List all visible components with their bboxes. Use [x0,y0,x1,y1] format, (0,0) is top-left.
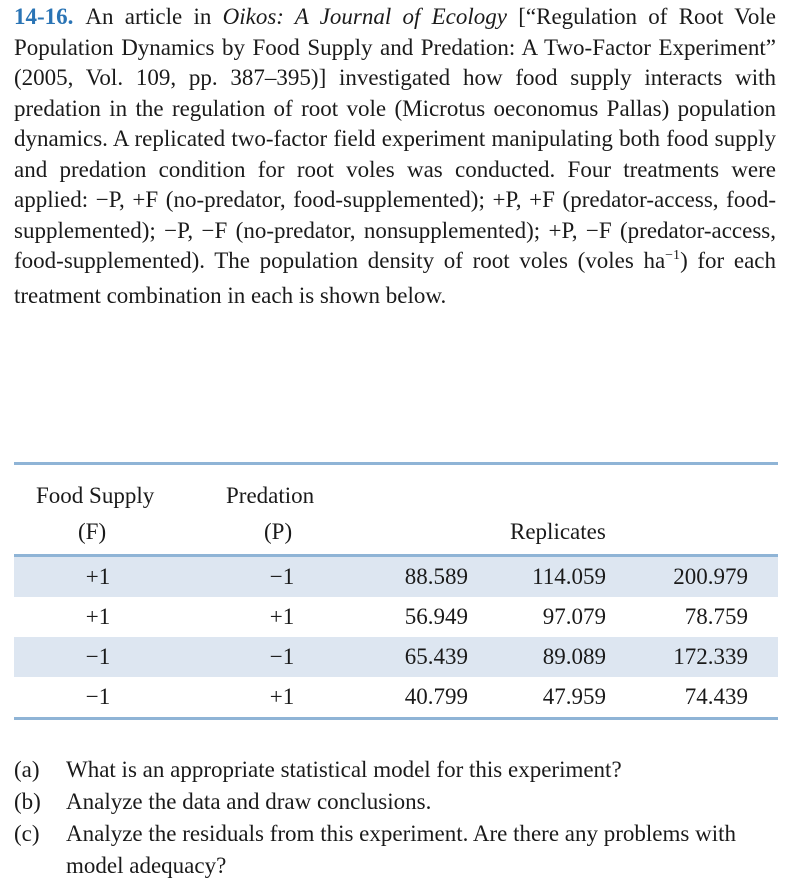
table-header [14,465,778,557]
question-text: What is an appropriate statistical model for this experiment? [66,757,622,782]
table-row [14,637,778,677]
question-label: (a) [14,757,40,782]
cell-predation: −1 [269,564,295,589]
cell-food: −1 [85,644,111,669]
header-replicates: Replicates [510,519,606,544]
cell-replicate-3: 78.759 [684,604,748,629]
cell-replicate-2: 97.079 [542,604,606,629]
data-table [14,462,778,720]
cell-replicate-1: 40.799 [404,684,468,709]
header-food-symbol: (F) [78,519,107,544]
cell-predation: +1 [269,604,295,629]
cell-food: −1 [85,684,111,709]
question-b [14,786,778,818]
problem-body-text: [“Regulation of Root Vole Population Dynamics by Food Supply and Predation: A Two-Factor Experiment” (2005, Vol. 109, pp. 387–395)] investigated how food supply interacts with predation in the regulation of root vole (Microtus oeconomus Pallas) population dynamics. A replicated two-factor field experiment manipulating both food supply and predation condition for root voles was conducted. Four treatments were applied: −P, +F (no-predator, food-supplemented); +P, +F (predator-access, food-supplemented); −P, −F (no-predator, nonsupplemented); +P, −F (predator-access, food-supplemented). The population density of root voles (voles ha [14,4,776,273]
question-c [14,818,778,882]
cell-food: +1 [85,564,111,589]
header-predation: Predation [226,483,315,508]
cell-replicate-3: 200.979 [673,564,748,589]
cell-replicate-3: 172.339 [673,644,748,669]
cell-replicate-1: 88.589 [404,564,468,589]
cell-food: +1 [85,604,111,629]
table-row [14,677,778,717]
cell-replicate-2: 47.959 [542,684,606,709]
cell-predation: +1 [269,684,295,709]
header-food-supply: Food Supply [36,483,155,508]
header-predation-symbol: (P) [264,519,293,544]
problem-end-text: ) for each treatment combination in each is shown below. [14,248,776,308]
question-label: (b) [14,789,41,814]
cell-replicate-1: 56.949 [404,604,468,629]
question-text: Analyze the residuals from this experiment. Are there any problems with model adequacy? [66,821,736,878]
unit-superscript: −1 [665,248,681,263]
question-text: Analyze the data and draw conclusions. [66,789,432,814]
cell-predation: −1 [269,644,295,669]
question-a [14,754,778,786]
problem-intro-text: An article in [85,4,223,29]
cell-replicate-3: 74.439 [684,684,748,709]
journal-title: Oikos: A Journal of Ecology [222,4,507,29]
problem-statement [14,2,776,311]
table-row [14,557,778,597]
table-row [14,597,778,637]
question-label: (c) [14,821,40,846]
cell-replicate-1: 65.439 [404,644,468,669]
cell-replicate-2: 114.059 [532,564,606,589]
cell-replicate-2: 89.089 [542,644,606,669]
question-list [14,754,778,882]
problem-number: 14-16. [14,4,74,29]
